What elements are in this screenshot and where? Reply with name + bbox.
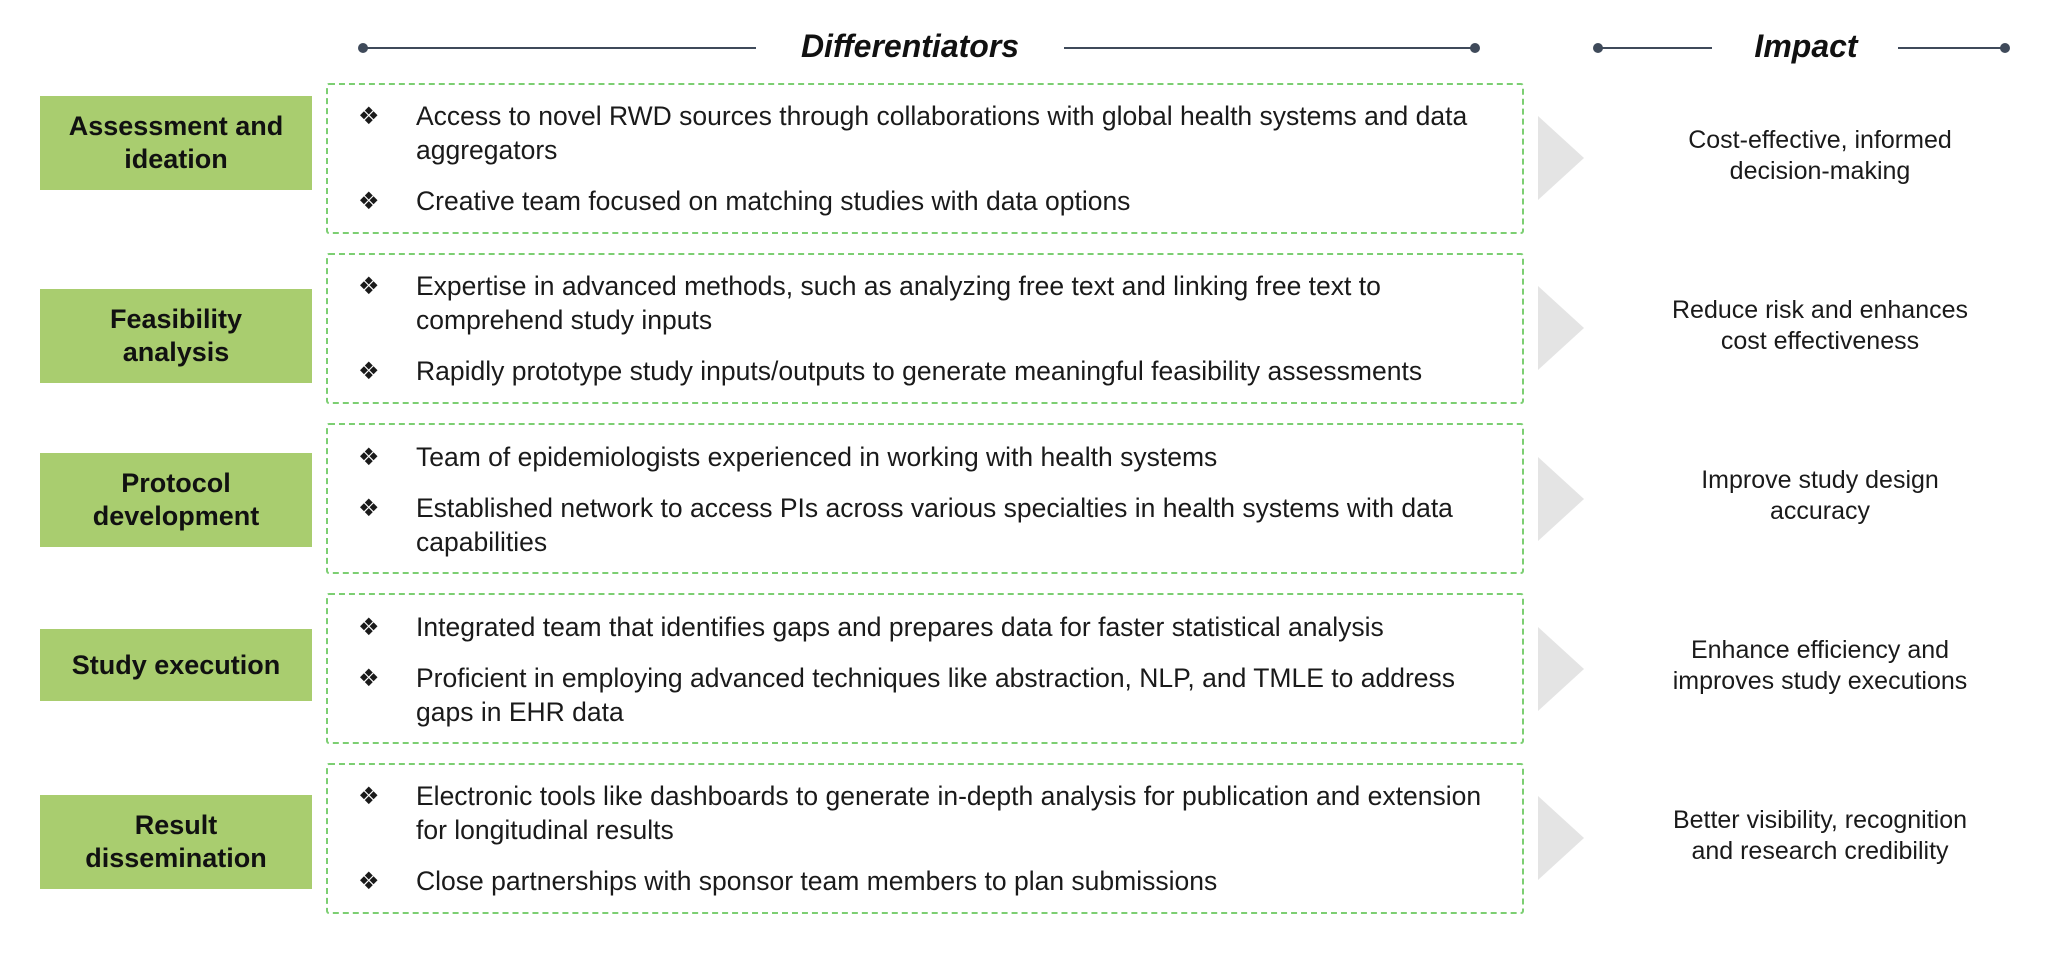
- stage-label: [40, 629, 312, 701]
- stage-label: [40, 289, 312, 383]
- differentiator-text: Creative team focused on matching studies with data options: [416, 186, 1131, 216]
- arrow-icon: [1538, 116, 1584, 200]
- differentiator-text: Access to novel RWD sources through collaborations with global health systems and data aggregators: [416, 101, 1468, 165]
- differentiator-item: [358, 269, 1502, 337]
- differentiator-text: Team of epidemiologists experienced in working with health systems: [416, 442, 1218, 472]
- differentiator-text: Proficient in employing advanced techniques like abstraction, NLP, and TMLE to address gaps in EHR data: [416, 663, 1456, 727]
- bullet-diamond-icon: ❖: [358, 664, 380, 692]
- header-rule-dot-right: [1470, 43, 1480, 53]
- bullet-diamond-icon: ❖: [358, 782, 380, 810]
- differentiator-text: Close partnerships with sponsor team members to plan submissions: [416, 866, 1218, 896]
- bullet-diamond-icon: ❖: [358, 613, 380, 641]
- header-rule-right: [1064, 47, 1474, 49]
- bullet-diamond-icon: ❖: [358, 272, 380, 300]
- impact-text: Enhance efficiency and improves study executions: [1672, 636, 1968, 695]
- impact-rule-right: [1898, 47, 2004, 49]
- stage-label-text: Feasibility analysis: [109, 304, 243, 367]
- header-rule-left: [363, 47, 756, 49]
- impact-text: Improve study design accuracy: [1701, 466, 1939, 525]
- stage-label-text: Study execution: [71, 649, 281, 680]
- impact-text: Cost-effective, informed decision-making: [1688, 126, 1952, 185]
- differentiator-box: [326, 423, 1524, 574]
- bullet-diamond-icon: ❖: [358, 187, 380, 215]
- stage-label: [40, 96, 312, 190]
- row-assessment: [0, 83, 2048, 238]
- stage-label-text: Result dissemination: [85, 810, 267, 873]
- stage-label: [40, 795, 312, 889]
- differentiator-item: [358, 354, 1502, 388]
- bullet-diamond-icon: ❖: [358, 494, 380, 522]
- differentiator-item: [358, 184, 1502, 218]
- differentiator-text: Rapidly prototype study inputs/outputs to generate meaningful feasibility assessments: [416, 356, 1423, 386]
- row-study-execution: [0, 593, 2048, 748]
- differentiator-box: [326, 593, 1524, 744]
- bullet-diamond-icon: ❖: [358, 867, 380, 895]
- arrow-icon: [1538, 286, 1584, 370]
- differentiator-item: [358, 864, 1502, 898]
- impact-text: Reduce risk and enhances cost effectiveness: [1671, 296, 1969, 355]
- differentiator-text: Integrated team that identifies gaps and prepares data for faster statistical analysis: [416, 612, 1384, 642]
- arrow-icon: [1538, 457, 1584, 541]
- stage-label: [40, 453, 312, 547]
- differentiator-text: Expertise in advanced methods, such as analyzing free text and linking free text to comprehend study inputs: [416, 271, 1381, 335]
- arrow-icon: [1538, 796, 1584, 880]
- differentiator-text: Established network to access PIs across various specialties in health systems with data capabilities: [416, 493, 1453, 557]
- arrow-icon: [1538, 627, 1584, 711]
- bullet-diamond-icon: ❖: [358, 443, 380, 471]
- bullet-diamond-icon: ❖: [358, 102, 380, 130]
- differentiator-text: Electronic tools like dashboards to generate in-depth analysis for publication and extension for longitudinal results: [416, 781, 1482, 845]
- impact-text: Better visibility, recognition and research credibility: [1672, 806, 1968, 865]
- differentiator-item: [358, 661, 1502, 729]
- differentiator-item: [358, 440, 1502, 474]
- impact-rule-dot-right: [2000, 43, 2010, 53]
- row-feasibility: [0, 253, 2048, 408]
- stage-label-text: Protocol development: [92, 468, 260, 531]
- differentiator-box: [326, 83, 1524, 234]
- impact-heading: Impact: [1754, 28, 1858, 64]
- differentiator-box: [326, 253, 1524, 404]
- row-protocol: [0, 423, 2048, 578]
- impact-rule-left: [1598, 47, 1712, 49]
- stage-label-text: Assessment and ideation: [68, 111, 284, 174]
- row-result-dissemination: [0, 763, 2048, 918]
- differentiator-box: [326, 763, 1524, 914]
- differentiator-item: [358, 779, 1502, 847]
- differentiator-item: [358, 610, 1502, 644]
- bullet-diamond-icon: ❖: [358, 357, 380, 385]
- differentiators-heading: Differentiators: [800, 28, 1020, 64]
- differentiator-item: [358, 99, 1502, 167]
- differentiator-item: [358, 491, 1502, 559]
